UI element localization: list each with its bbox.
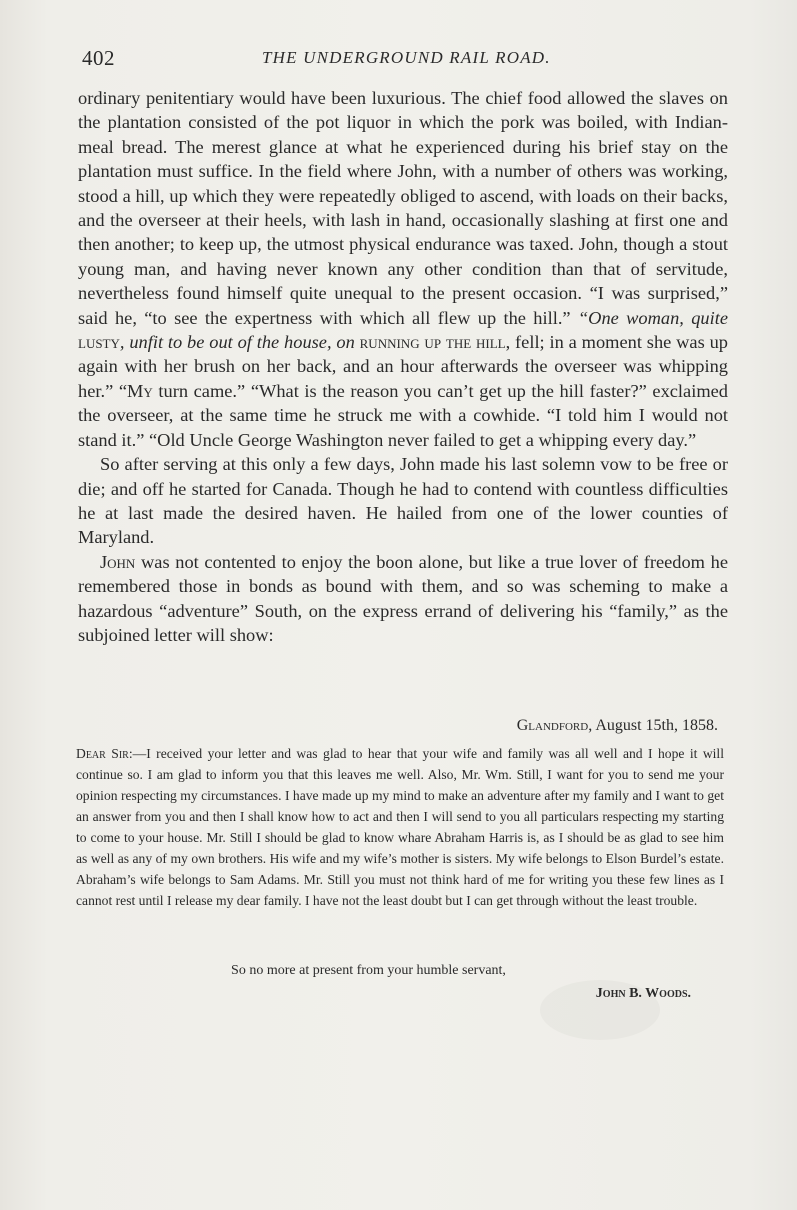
- quote-italic-2: , unfit to be out of the house, on: [119, 332, 360, 353]
- page-header: [82, 46, 730, 76]
- page-number: 402: [82, 46, 115, 70]
- letter-salutation: Dear Sir: [76, 746, 129, 761]
- paragraph-1-part-a: ordinary penitentiary would have been luxurious. The chief food allowed the slaves on the plantation consisted of the pot liquor in which the pork was boiled, with Indian-meal bread. The merest glance at what he experienced during his brief stay on the plantation must suffice. In the field where John, with a number of others was working, stood a hill, up which they were repeatedly obliged to ascend, with loads on their backs, and the overseer at their heels, with lash in hand, occasionally slashing at first one and then another; to keep up, the utmost physical endurance was taxed. John, though a stout young man, and having never known any other condition than that of servitude, nevertheless found himself quite unequal to the present occasion. “I was surprised,” said he, “to see the expertness with which all flew up the hill.”: [78, 88, 728, 328]
- paragraph-3: [78, 550, 728, 648]
- paragraph-1-part-c: turn came.” “What is the reason you can’t get up the hill faster?” exclaimed the overseer, at the same time he struck me with a cowhide. “I told him I would not stand it.” “Old Uncle George Washington never failed to get a whipping every day.”: [78, 380, 728, 450]
- letter-closing: So no more at present from your humble servant,: [231, 963, 506, 978]
- paragraph-2: So after serving at this only a few days, John made his last solemn vow to be free or die; and off he started for Canada. Though he had to contend with countless difficulties he at last made the desired haven. He hailed from one of the lower counties of Maryland.: [78, 454, 728, 548]
- body-text: [78, 86, 728, 647]
- paragraph-3-text: was not contented to enjoy the boon alone, but like a true lover of freedom he remembered those in bonds as bound with them, and so was scheming to make a hazardous “adventure” South, on the express errand of delivering his “family,” as the subjoined letter will show:: [78, 551, 728, 645]
- small-caps-running: running up the hill: [359, 332, 506, 353]
- paragraph-1: [78, 86, 728, 452]
- small-caps-lusty: lusty: [78, 332, 120, 353]
- running-title: THE UNDERGROUND RAIL ROAD.: [262, 48, 551, 67]
- letter-dateline: [517, 717, 718, 735]
- small-caps-my: My: [127, 380, 153, 401]
- dateline-place: Glandford: [516, 717, 589, 734]
- letter-body: [76, 743, 724, 911]
- letter-text: :—I received your letter and was glad to hear that your wife and family was all well and I hope it will continue so. I am glad to inform you that this leaves me well. Also, Mr. Wm. Still, I want for you to send me your opinion respecting my circumstances. I have made up my mind to make an adventure after my family and I want to get an answer from you and then I shall know how to act and then I will send to you all particulars respecting my starting to come to your house. Mr. Still I should be glad to know whare Abraham Harris is, as I should be as glad to see him as well as any of my own brothers. His wife and my wife’s mother is sisters. My wife belongs to Elson Burdel’s estate. Abraham’s wife belongs to Sam Adams. Mr. Still you must not think hard of me for writing you these few lines as I cannot rest until I release my dear family. I have not the least doubt but I can get through without the least trouble.: [76, 746, 724, 908]
- small-caps-john: John: [100, 551, 136, 572]
- paragraph-1-part-b: , fell; in a moment she was up again with her brush on her back, and an hour afterwards the overseer was whipping her.” “: [78, 332, 728, 401]
- letter-signature: John B. Woods.: [595, 986, 691, 1001]
- dateline-date: , August 15th, 1858.: [588, 717, 718, 734]
- quote-italic-1: “One woman, quite: [577, 307, 728, 328]
